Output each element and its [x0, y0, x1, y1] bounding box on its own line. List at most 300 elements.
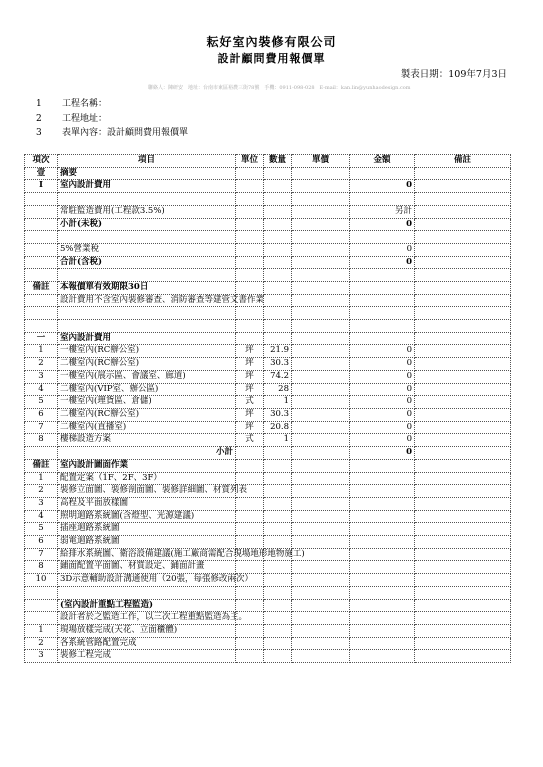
info-row — [36, 97, 188, 112]
table-row — [25, 243, 511, 256]
cell-item: 二樓室內(RC辦公室) — [58, 408, 236, 421]
cell-quantity — [264, 586, 292, 599]
cell-item: 設計者於之監造工作，以三次工程重點監造為主。 — [58, 612, 236, 625]
table-row — [25, 358, 511, 371]
cell-amount: 0 — [350, 345, 415, 358]
cell-amount: 另計 — [350, 205, 415, 218]
cell-item-no — [25, 269, 58, 282]
cell-remark — [415, 612, 511, 625]
cell-quantity — [264, 269, 292, 282]
cell-item-no — [25, 612, 58, 625]
info-row — [36, 126, 188, 141]
cell-item: 合計(含稅) — [58, 256, 236, 269]
cell-amount: 0 — [350, 243, 415, 256]
cell-item-no: 2 — [25, 358, 58, 371]
header-amount: 金額 — [350, 155, 415, 168]
cell-remark — [415, 523, 511, 536]
cell-quantity — [264, 180, 292, 193]
cell-quantity: 74.2 — [264, 370, 292, 383]
cell-amount — [350, 536, 415, 549]
cell-amount: 0 — [350, 421, 415, 434]
table-row — [25, 231, 511, 244]
cell-quantity — [264, 485, 292, 498]
cell-quantity — [264, 459, 292, 472]
table-row — [25, 637, 511, 650]
cell-remark — [415, 167, 511, 180]
cell-item — [58, 307, 236, 320]
cell-quantity — [264, 637, 292, 650]
cell-unit-price — [292, 472, 350, 485]
cell-unit-price — [292, 421, 350, 434]
cell-remark — [415, 599, 511, 612]
cell-item — [58, 320, 236, 333]
table-row — [25, 167, 511, 180]
table-row — [25, 561, 511, 574]
table-row — [25, 586, 511, 599]
cell-item-no: 2 — [25, 637, 58, 650]
cell-quantity — [264, 205, 292, 218]
cell-amount — [350, 497, 415, 510]
cell-item: 給排水系統圖、衛浴設備建議(施工廠商需配合現場地形地物施工) — [58, 548, 236, 561]
cell-item: 5%營業稅 — [58, 243, 236, 256]
cell-remark — [415, 218, 511, 231]
cell-quantity — [264, 243, 292, 256]
cell-remark — [415, 256, 511, 269]
document-title: 設計顧問費用報價單 — [217, 52, 326, 65]
cell-amount — [350, 167, 415, 180]
cell-unit: 坪 — [236, 345, 264, 358]
table-row — [25, 497, 511, 510]
cell-item-no: 3 — [25, 650, 58, 663]
cell-unit-price — [292, 294, 350, 307]
cell-remark — [415, 345, 511, 358]
cell-item-no: 6 — [25, 408, 58, 421]
table-row — [25, 256, 511, 269]
cell-unit-price — [292, 637, 350, 650]
cell-remark — [415, 243, 511, 256]
cell-item-no — [25, 205, 58, 218]
cell-item-no: 3 — [25, 497, 58, 510]
cell-unit-price — [292, 256, 350, 269]
cell-unit: 坪 — [236, 421, 264, 434]
cell-remark — [415, 408, 511, 421]
cell-item: 摘要 — [58, 167, 236, 180]
cell-remark — [415, 320, 511, 333]
cell-item-no: 4 — [25, 383, 58, 396]
cell-unit — [236, 510, 264, 523]
table-row — [25, 383, 511, 396]
table-row — [25, 294, 511, 307]
cell-unit — [236, 650, 264, 663]
info-number: 1 — [36, 99, 42, 109]
cell-unit — [236, 167, 264, 180]
cell-quantity — [264, 624, 292, 637]
date-label: 製表日期： — [400, 69, 449, 80]
cell-item-no: 5 — [25, 523, 58, 536]
cell-quantity — [264, 497, 292, 510]
cell-item-no: 1 — [25, 472, 58, 485]
cell-amount — [350, 472, 415, 485]
cell-quantity — [264, 218, 292, 231]
cell-quantity — [264, 561, 292, 574]
cell-amount: 0 — [350, 256, 415, 269]
cell-item: 高程及平面放樣圖 — [58, 497, 236, 510]
cell-item-no: 7 — [25, 421, 58, 434]
cell-item: 室內設計費用 — [58, 332, 236, 345]
cell-item: 插座迴路系統圖 — [58, 523, 236, 536]
cell-amount — [350, 281, 415, 294]
cell-amount: 0 — [350, 447, 415, 460]
table-row — [25, 408, 511, 421]
cell-quantity — [264, 612, 292, 625]
cell-item-no — [25, 193, 58, 206]
cell-item: 裝修立面圖、裝修剖面圖、裝修詳細圖、材質列表 — [58, 485, 236, 498]
cell-unit — [236, 624, 264, 637]
cell-unit-price — [292, 561, 350, 574]
cell-item: 樓梯設造方案 — [58, 434, 236, 447]
cell-item — [58, 231, 236, 244]
cell-item: 裝修工程完成 — [58, 650, 236, 663]
cell-quantity — [264, 320, 292, 333]
cell-unit — [236, 459, 264, 472]
cell-item: 鋪面配置平面圖、材質設定、鋪面計畫 — [58, 561, 236, 574]
header-item-no: 項次 — [25, 155, 58, 168]
cell-remark — [415, 485, 511, 498]
cell-unit: 坪 — [236, 358, 264, 371]
cell-item-no: 8 — [25, 434, 58, 447]
contact-info: 聯絡人：陳研安 地址：台南市東區裕農三街78號 手機：0911-098-028 E-mail：kan.lin@yunhaodesign.com — [148, 85, 411, 91]
cell-quantity — [264, 307, 292, 320]
cell-item-no: 7 — [25, 548, 58, 561]
cell-remark — [415, 472, 511, 485]
cell-unit-price — [292, 510, 350, 523]
cell-remark — [415, 624, 511, 637]
cell-quantity — [264, 447, 292, 460]
table-row — [25, 523, 511, 536]
cell-quantity — [264, 650, 292, 663]
cell-amount — [350, 523, 415, 536]
cell-item-no: 10 — [25, 574, 58, 587]
cell-unit-price — [292, 434, 350, 447]
cell-unit-price — [292, 269, 350, 282]
cell-amount — [350, 307, 415, 320]
cell-unit — [236, 193, 264, 206]
table-row — [25, 472, 511, 485]
cell-quantity — [264, 256, 292, 269]
cell-quantity — [264, 472, 292, 485]
cell-amount: 0 — [350, 434, 415, 447]
cell-unit-price — [292, 231, 350, 244]
cell-unit — [236, 561, 264, 574]
cell-remark — [415, 447, 511, 460]
cell-quantity: 20.8 — [264, 421, 292, 434]
cell-unit-price — [292, 281, 350, 294]
cell-item: 一樓室內(理貨區、倉儲) — [58, 396, 236, 409]
cell-remark — [415, 548, 511, 561]
cell-item-no — [25, 243, 58, 256]
cell-item-no: 6 — [25, 536, 58, 549]
table-row — [25, 485, 511, 498]
cell-unit: 式 — [236, 396, 264, 409]
table-row — [25, 510, 511, 523]
header-item: 項目 — [58, 155, 236, 168]
table-row — [25, 281, 511, 294]
cell-unit-price — [292, 612, 350, 625]
table-row — [25, 320, 511, 333]
cell-remark — [415, 281, 511, 294]
table-row — [25, 650, 511, 663]
cell-remark — [415, 459, 511, 472]
cell-item-no — [25, 231, 58, 244]
cell-item-no: 2 — [25, 485, 58, 498]
header-remark: 備註 — [415, 155, 511, 168]
cell-unit-price — [292, 193, 350, 206]
cell-amount — [350, 485, 415, 498]
table-row — [25, 332, 511, 345]
cell-item-no — [25, 307, 58, 320]
cell-unit-price — [292, 599, 350, 612]
info-label: 工程地址： — [62, 113, 108, 124]
cell-item — [58, 586, 236, 599]
cell-unit-price — [292, 345, 350, 358]
cell-remark — [415, 231, 511, 244]
cell-unit-price — [292, 586, 350, 599]
cell-item-no: 備註 — [25, 281, 58, 294]
cell-amount: 0 — [350, 396, 415, 409]
table-row — [25, 370, 511, 383]
cell-remark — [415, 193, 511, 206]
cell-amount: 0 — [350, 408, 415, 421]
cell-amount: 0 — [350, 218, 415, 231]
cell-unit-price — [292, 218, 350, 231]
cell-remark — [415, 180, 511, 193]
cell-item: 二樓室內(直播室) — [58, 421, 236, 434]
cell-quantity — [264, 193, 292, 206]
cell-remark — [415, 586, 511, 599]
cell-item-no: 8 — [25, 561, 58, 574]
table-row — [25, 180, 511, 193]
cell-item: 二樓室內(RC辦公室) — [58, 358, 236, 371]
cell-unit — [236, 599, 264, 612]
table-row — [25, 193, 511, 206]
cell-amount — [350, 599, 415, 612]
date-line — [401, 66, 507, 80]
cell-unit-price — [292, 383, 350, 396]
cell-unit — [236, 472, 264, 485]
cell-amount: 0 — [350, 180, 415, 193]
cell-unit — [236, 231, 264, 244]
cell-item: 設計費用不含室內裝修審查、消防審查等建管文書作業 — [58, 294, 236, 307]
cell-quantity — [264, 281, 292, 294]
cell-quantity: 28 — [264, 383, 292, 396]
cell-remark — [415, 294, 511, 307]
header-unit: 單位 — [236, 155, 264, 168]
cell-remark — [415, 307, 511, 320]
info-row — [36, 112, 188, 127]
cell-unit: 坪 — [236, 408, 264, 421]
table-row — [25, 218, 511, 231]
cell-unit — [236, 269, 264, 282]
table-row — [25, 205, 511, 218]
cell-item-no — [25, 586, 58, 599]
cell-unit-price — [292, 167, 350, 180]
cell-unit-price — [292, 650, 350, 663]
cell-remark — [415, 396, 511, 409]
cell-item — [58, 193, 236, 206]
cell-item-no: 一 — [25, 332, 58, 345]
cell-item-no — [25, 320, 58, 333]
cell-unit-price — [292, 180, 350, 193]
cell-quantity: 1 — [264, 396, 292, 409]
cell-item-no: 1 — [25, 345, 58, 358]
cell-unit-price — [292, 459, 350, 472]
cell-item-no: 1 — [25, 624, 58, 637]
cell-item-no: 5 — [25, 396, 58, 409]
cell-item: 照明迴路系統圖(含燈型、光源建議) — [58, 510, 236, 523]
cell-remark — [415, 434, 511, 447]
cell-amount — [350, 231, 415, 244]
table-row — [25, 269, 511, 282]
cell-quantity: 30.3 — [264, 358, 292, 371]
quote-table — [24, 154, 511, 663]
cell-unit — [236, 637, 264, 650]
cell-amount — [350, 193, 415, 206]
cell-unit-price — [292, 536, 350, 549]
cell-unit — [236, 307, 264, 320]
table-body — [25, 167, 511, 662]
info-number: 3 — [36, 128, 42, 138]
cell-unit-price — [292, 307, 350, 320]
cell-unit-price — [292, 624, 350, 637]
table-header-row — [25, 155, 511, 168]
cell-item: 小計 — [58, 447, 236, 460]
cell-unit: 式 — [236, 434, 264, 447]
cell-item-no — [25, 447, 58, 460]
cell-item: 一樓室內(展示區、會議室、廊道) — [58, 370, 236, 383]
cell-amount — [350, 269, 415, 282]
cell-item-no — [25, 294, 58, 307]
cell-remark — [415, 497, 511, 510]
cell-item-no: Ⅰ — [25, 180, 58, 193]
cell-remark — [415, 269, 511, 282]
cell-quantity — [264, 231, 292, 244]
cell-quantity — [264, 510, 292, 523]
date-value: 109年7月3日 — [448, 69, 507, 80]
table-row — [25, 612, 511, 625]
cell-remark — [415, 574, 511, 587]
cell-item-no — [25, 218, 58, 231]
cell-item: 配置定案（1F、2F、3F） — [58, 472, 236, 485]
cell-amount — [350, 320, 415, 333]
cell-quantity — [264, 523, 292, 536]
cell-item: 室內設計費用 — [58, 180, 236, 193]
cell-amount — [350, 459, 415, 472]
cell-unit-price — [292, 332, 350, 345]
cell-unit — [236, 332, 264, 345]
cell-item: 本報價單有效期限30日 — [58, 281, 236, 294]
table-row — [25, 421, 511, 434]
cell-amount — [350, 510, 415, 523]
cell-unit — [236, 205, 264, 218]
cell-unit-price — [292, 497, 350, 510]
table-row — [25, 345, 511, 358]
cell-unit — [236, 536, 264, 549]
table-row — [25, 447, 511, 460]
cell-item-no: 壹 — [25, 167, 58, 180]
cell-item: 小計(未稅) — [58, 218, 236, 231]
cell-remark — [415, 383, 511, 396]
cell-quantity: 1 — [264, 434, 292, 447]
cell-amount — [350, 624, 415, 637]
cell-item: 一樓室內(RC辦公室) — [58, 345, 236, 358]
cell-item-no — [25, 256, 58, 269]
cell-quantity — [264, 536, 292, 549]
cell-unit-price — [292, 574, 350, 587]
cell-item: 弱電迴路系統圖 — [58, 536, 236, 549]
cell-amount — [350, 574, 415, 587]
cell-remark — [415, 510, 511, 523]
cell-remark — [415, 637, 511, 650]
cell-remark — [415, 370, 511, 383]
table-row — [25, 599, 511, 612]
cell-amount — [350, 332, 415, 345]
cell-quantity — [264, 294, 292, 307]
cell-item-no: 備註 — [25, 459, 58, 472]
cell-unit-price — [292, 370, 350, 383]
table-row — [25, 536, 511, 549]
cell-quantity — [264, 574, 292, 587]
cell-remark — [415, 561, 511, 574]
cell-item: 3D示意輔助設計溝通使用（20張，每張修改兩次） — [58, 574, 236, 587]
cell-unit — [236, 180, 264, 193]
cell-unit-price — [292, 523, 350, 536]
cell-item: 各系統管路配置完成 — [58, 637, 236, 650]
cell-amount — [350, 612, 415, 625]
cell-item-no — [25, 599, 58, 612]
cell-unit — [236, 281, 264, 294]
cell-unit-price — [292, 408, 350, 421]
table-row — [25, 434, 511, 447]
cell-item: 室內設計圖面作業 — [58, 459, 236, 472]
table-row — [25, 548, 511, 561]
cell-unit-price — [292, 358, 350, 371]
table-row — [25, 459, 511, 472]
cell-remark — [415, 205, 511, 218]
cell-item: 現場放樣完成(天花、立面櫃體) — [58, 624, 236, 637]
cell-quantity: 21.9 — [264, 345, 292, 358]
cell-unit-price — [292, 205, 350, 218]
cell-remark — [415, 332, 511, 345]
cell-amount — [350, 586, 415, 599]
cell-unit-price — [292, 396, 350, 409]
cell-remark — [415, 650, 511, 663]
cell-item-no: 3 — [25, 370, 58, 383]
cell-item: 常駐監造費用(工程款3.5%) — [58, 205, 236, 218]
cell-unit — [236, 256, 264, 269]
cell-unit — [236, 218, 264, 231]
cell-amount — [350, 294, 415, 307]
cell-remark — [415, 358, 511, 371]
company-name: 耘好室內裝修有限公司 — [206, 35, 337, 49]
cell-unit — [236, 320, 264, 333]
info-block — [36, 97, 188, 141]
info-label: 表單內容：設計顧問費用報價單 — [62, 128, 189, 138]
info-number: 2 — [36, 113, 42, 124]
cell-unit: 坪 — [236, 370, 264, 383]
cell-quantity — [264, 599, 292, 612]
cell-quantity: 30.3 — [264, 408, 292, 421]
info-label: 工程名稱： — [62, 99, 108, 109]
